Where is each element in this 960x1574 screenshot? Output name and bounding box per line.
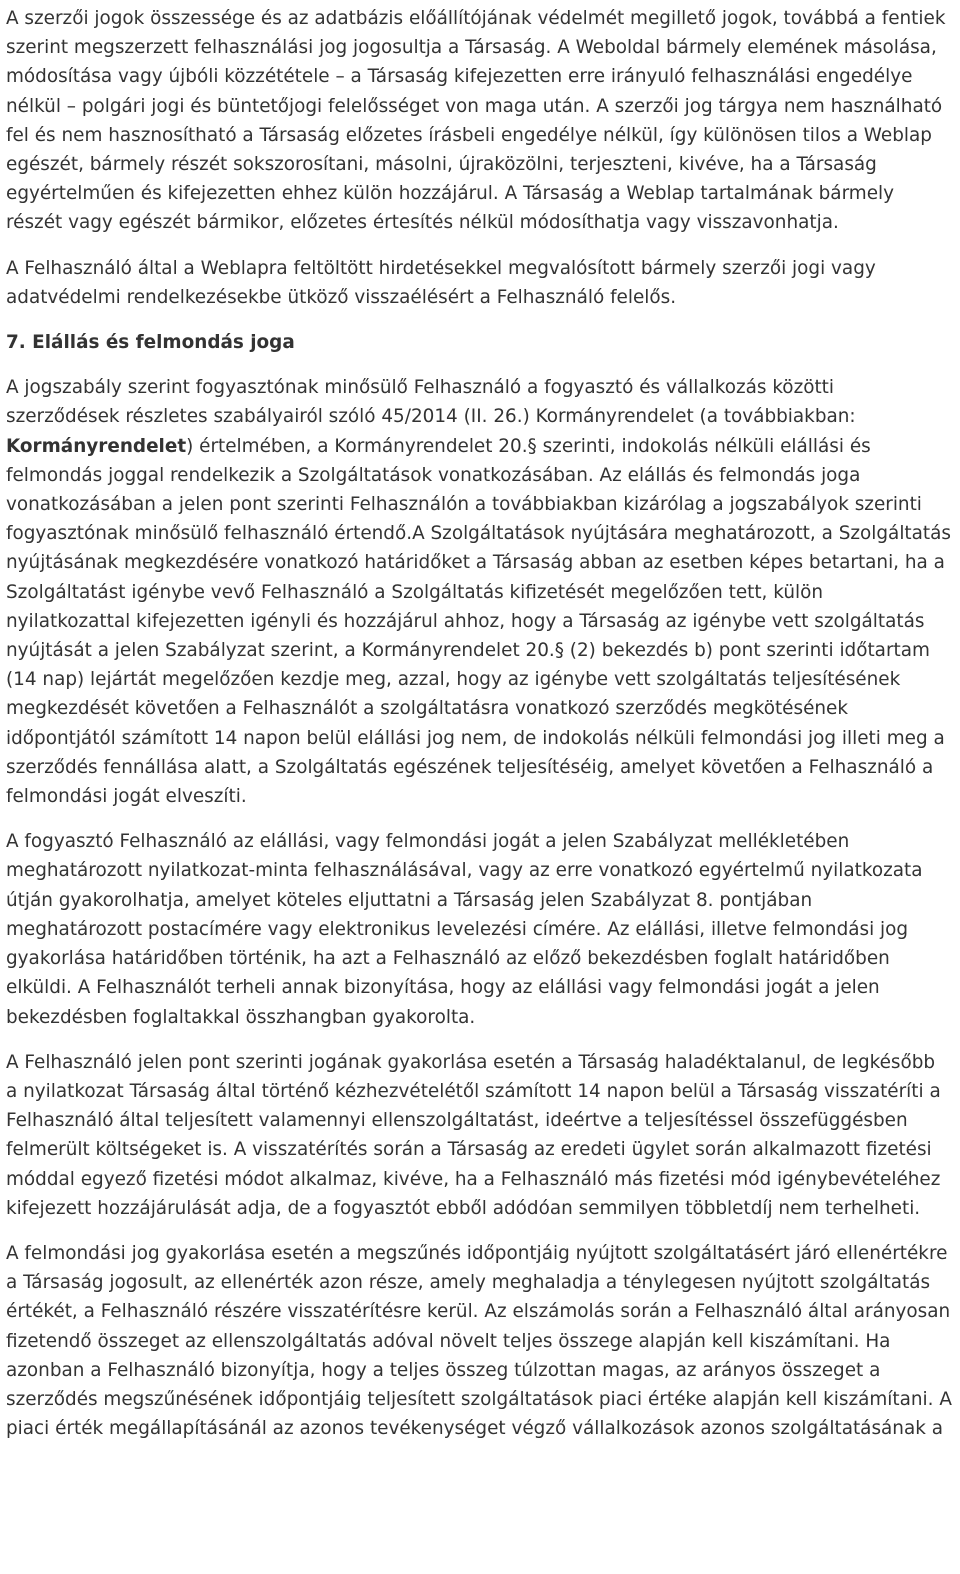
term-kormanyrendelet: Kormányrendelet <box>6 435 187 457</box>
paragraph-user-liability: A Felhasználó által a Weblapra feltöltött hirdetésekkel megvalósított bármely szerzői jogi vagy adatvédelmi rendelkezésekbe ütköző visszaélésért a Felhasználó felelős. <box>6 257 876 308</box>
paragraph-termination-fee: A felmondási jog gyakorlása esetén a megszűnés időpontjáig nyújtott szolgáltatásért járó ellenértékre a Társaság jogosult, az ellenérték azon része, amely meghaladja a ténylegesen nyújtott szolgáltatás értékét, a Felhasználó részére visszatérítésre kerül. Az elszámolás során a Felhasználó által arányosan fizetendő összeget az ellenszolgáltatás adóval növelt teljes összege alapján kell kiszámítani. Ha azonban a Felhasználó bizonyítja, hogy a teljes összeg túlzottan magas, az arányos összeget a szerződés megszűnésének időpontjáig teljesített szolgáltatások piaci értéke alapján kell kiszámítani. A piaci érték megállapításánál az azonos tevékenységet végző vállalkozások azonos szolgáltatásának a <box>6 1242 952 1440</box>
paragraph-withdrawal-right-start: A jogszabály szerint fogyasztónak minősülő Felhasználó a fogyasztó és vállalkozás közötti szerződések részletes szabályairól szóló 45/2014 (II. 26.) Kormányrendelet (a továbbiakban: <box>6 377 856 428</box>
paragraph-copyright: A szerzői jogok összessége és az adatbázis előállítójának védelmét megillető jogok, továbbá a fentiek szerint megszerzett felhasználási jog jogosultja a Társaság. A Weboldal bármely elemének másolása, módosítása vagy újbóli közzététele – a Társaság kifejezetten erre irányuló felhasználási engedélye nélkül – polgári jogi és büntetőjogi felelősséget von maga után. A szerzői jog tárgya nem használható fel és nem hasznosítható a Társaság előzetes írásbeli engedélye nélkül, így különösen tilos a Weblap egészét, bármely részét sokszorosítani, másolni, újraközölni, terjeszteni, kivéve, ha a Társaság egyértelműen és kifejezetten ehhez külön hozzájárul. A Társaság a Weblap tartalmának bármely részét vagy egészét bármikor, előzetes értesítés nélkül módosíthatja vagy visszavonhatja. <box>6 8 946 234</box>
document-body <box>6 4 952 1459</box>
paragraph-withdrawal-right-rest: ) értelmében, a Kormányrendelet 20.§ szerinti, indokolás nélküli elállási és felmondás joggal rendelkezik a Szolgáltatások vonatkozásában. Az elállás és felmondás joga vonatkozásában a jelen pont szerinti Felhasználón a továbbiakban kizárólag a jogszabályok szerinti fogyasztónak minősülő felhasználó értendő.A Szolgáltatások nyújtására meghatározott, a Szolgáltatás nyújtásának megkezdésére vonatkozó határidőket a Társaság abban az esetben képes betartani, ha a Szolgáltatást igénybe vevő Felhasználó a Szolgáltatás kifizetését megelőzően tett, külön nyilatkozattal kifejezetten igényli és hozzájárul ahhoz, hogy a Társaság az igénybe vett szolgáltatás nyújtását a jelen Szabályzat szerint, a Kormányrendelet 20.§ (2) bekezdés b) pont szerinti időtartam (14 nap) lejártát megelőzően kezdje meg, azzal, hogy az igénybe vett szolgáltatás teljesítésének megkezdését követően a Felhasználót a szolgáltatásra vonatkozó szerződés megkötésének időpontjától számított 14 napon belül elállási jog nem, de indokolás nélküli felmondási jog illeti meg a szerződés fennállása alatt, a Szolgáltatás egészének teljesítéséig, amelyet követően a Felhasználó a felmondási jogát elveszíti. <box>6 435 951 808</box>
paragraph-refund: A Felhasználó jelen pont szerinti jogának gyakorlása esetén a Társaság haladéktalanul, de legkésőbb a nyilatkozat Társaság által történő kézhezvételétől számított 14 napon belül a Társaság visszatéríti a Felhasználó által teljesített valamennyi ellenszolgáltatást, ideértve a teljesítéssel összefüggésben felmerült költségeket is. A visszatérítés során a Társaság az eredeti ügylet során alkalmazott fizetési móddal egyező fizetési módot alkalmaz, kivéve, ha a Felhasználó más fizetési mód igénybevételéhez kifejezett hozzájárulását adja, de a fogyasztót ebből adódóan semmilyen többletdíj nem terhelheti. <box>6 1051 941 1219</box>
paragraph-withdrawal-right <box>6 373 952 811</box>
paragraph-withdrawal-exercise: A fogyasztó Felhasználó az elállási, vagy felmondási jogát a jelen Szabályzat mellékletében meghatározott nyilatkozat-minta felhasználásával, vagy az erre vonatkozó egyértelmű nyilatkozata útján gyakorolhatja, amelyet köteles eljuttatni a Társaság jelen Szabályzat 8. pontjában meghatározott postacímére vagy elektronikus levelezési címére. Az elállási, illetve felmondási jog gyakorlása határidőben történik, ha azt a Felhasználó az előző bekezdésben foglalt határidőben elküldi. A Felhasználót terheli annak bizonyítása, hogy az elállási vagy felmondási jogát a jelen bekezdésben foglaltakkal összhangban gyakorolta. <box>6 831 923 1028</box>
section-heading-withdrawal: 7. Elállás és felmondás joga <box>6 332 295 354</box>
